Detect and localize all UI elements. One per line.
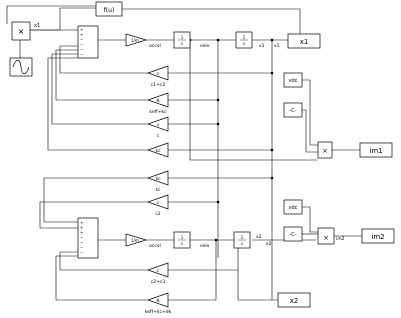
constant-block-bottom[interactable] bbox=[284, 227, 302, 241]
junction-dots bbox=[189, 39, 274, 242]
svg-text:×: × bbox=[323, 234, 329, 242]
x1-output-label: x1 bbox=[299, 38, 309, 46]
svg-text:s: s bbox=[180, 241, 184, 246]
gain-mass-bottom[interactable] bbox=[126, 234, 146, 246]
c2c3-label: c2+c3 bbox=[150, 280, 166, 285]
svg-text:1: 1 bbox=[180, 35, 184, 40]
svg-text:1: 1 bbox=[240, 235, 244, 240]
velo-label-bottom: velo bbox=[200, 244, 210, 249]
fcn-label: f(u) bbox=[103, 7, 115, 14]
svg-text:1: 1 bbox=[242, 35, 246, 40]
x2-wire-label-2: x2 bbox=[266, 242, 272, 247]
c-label: c bbox=[156, 134, 160, 139]
svg-text:+: + bbox=[80, 230, 84, 235]
product-symbol: × bbox=[17, 27, 25, 36]
im1-output-block[interactable] bbox=[360, 143, 392, 157]
sine-wave-block[interactable] bbox=[10, 58, 32, 76]
gain-c[interactable] bbox=[148, 117, 168, 131]
accel-label-bottom: accel bbox=[149, 244, 161, 249]
svg-text:kc: kc bbox=[155, 177, 161, 182]
fcn-block[interactable] bbox=[96, 2, 122, 16]
svg-text:−: − bbox=[80, 42, 84, 47]
signal-lines bbox=[7, 6, 362, 300]
svg-text:−: − bbox=[80, 47, 84, 52]
c2-label: c2 bbox=[155, 212, 161, 217]
x2-wire-label: x2 bbox=[256, 235, 262, 240]
x1-wire-label: x1 bbox=[259, 44, 265, 49]
svg-text:−: − bbox=[80, 37, 84, 42]
x2-output-block[interactable] bbox=[278, 293, 310, 307]
sum-block-top[interactable] bbox=[78, 26, 98, 58]
product-block-im2[interactable] bbox=[318, 228, 334, 244]
c1c2-label: c1+c2 bbox=[150, 83, 166, 88]
x1-wire-label-2: x1 bbox=[274, 44, 280, 49]
svg-text:−: − bbox=[80, 240, 84, 245]
gain-mass-label-top: 1/m bbox=[131, 38, 139, 43]
gain-c2[interactable] bbox=[148, 195, 168, 209]
gain-kc-lower[interactable] bbox=[148, 171, 168, 185]
accel-label-top: accel bbox=[149, 44, 161, 49]
svg-text:+: + bbox=[80, 225, 84, 230]
integrator-velo-bottom[interactable] bbox=[174, 232, 190, 248]
svg-text:kc: kc bbox=[155, 149, 161, 154]
svg-text:1: 1 bbox=[180, 235, 184, 240]
vdc-block-bottom[interactable] bbox=[284, 200, 302, 214]
kc-label-lower: kc bbox=[155, 188, 161, 193]
product-block-im1[interactable] bbox=[318, 142, 332, 158]
integrator-velo-top[interactable] bbox=[174, 32, 190, 48]
svg-text:s: s bbox=[180, 41, 184, 46]
svg-text:x2: x2 bbox=[289, 297, 299, 305]
svg-text:im1: im1 bbox=[369, 147, 383, 155]
constant-block-top[interactable] bbox=[284, 103, 302, 117]
svg-text:-C-: -C- bbox=[289, 232, 297, 238]
svg-text:c: c bbox=[156, 269, 160, 274]
svg-text:−: − bbox=[80, 245, 84, 250]
gain-c1c2[interactable] bbox=[148, 66, 168, 80]
svg-text:vdc: vdc bbox=[288, 205, 298, 211]
x1-output-block[interactable] bbox=[288, 34, 320, 48]
im2-wire-label: im2 bbox=[336, 237, 345, 242]
svg-text:+: + bbox=[80, 220, 84, 225]
svg-text:s: s bbox=[242, 41, 246, 46]
svg-text:−: − bbox=[80, 250, 84, 255]
svg-text:im2: im2 bbox=[371, 233, 385, 241]
svg-text:c: c bbox=[156, 201, 160, 206]
sum-block-bottom[interactable] bbox=[78, 218, 98, 258]
svg-text:c: c bbox=[156, 123, 160, 128]
gain-keffkc[interactable] bbox=[148, 93, 168, 107]
gain-kc-upper[interactable] bbox=[148, 143, 168, 157]
integrator-x2-bottom[interactable] bbox=[234, 232, 250, 248]
svg-text:1/m: 1/m bbox=[131, 238, 139, 243]
product-output-label: x1 bbox=[34, 23, 41, 29]
keffkc-label: keff+kc bbox=[149, 110, 167, 115]
svg-text:c: c bbox=[156, 72, 160, 77]
gain-keffkcdk[interactable] bbox=[148, 293, 168, 307]
svg-text:−: − bbox=[80, 52, 84, 57]
svg-text:-K-: -K- bbox=[155, 98, 161, 103]
svg-text:-K-: -K- bbox=[155, 298, 161, 303]
svg-text:−: − bbox=[80, 235, 84, 240]
svg-text:×: × bbox=[322, 147, 328, 155]
svg-text:+: + bbox=[80, 32, 84, 37]
gain-c2c3[interactable] bbox=[148, 263, 168, 277]
integrator-x1-top[interactable] bbox=[236, 32, 252, 48]
product-block-top-left[interactable] bbox=[12, 22, 40, 40]
vdc-block-top[interactable] bbox=[284, 73, 302, 87]
im2-output-block[interactable] bbox=[362, 229, 394, 243]
velo-label-top: velo bbox=[200, 44, 210, 49]
svg-text:-C-: -C- bbox=[289, 108, 297, 114]
gain-mass-top[interactable] bbox=[126, 34, 146, 46]
keffkcdk-label: keff+kc+dk bbox=[144, 310, 172, 315]
svg-text:vdc: vdc bbox=[288, 78, 298, 84]
svg-text:s: s bbox=[240, 241, 244, 246]
svg-text:+: + bbox=[80, 27, 84, 32]
